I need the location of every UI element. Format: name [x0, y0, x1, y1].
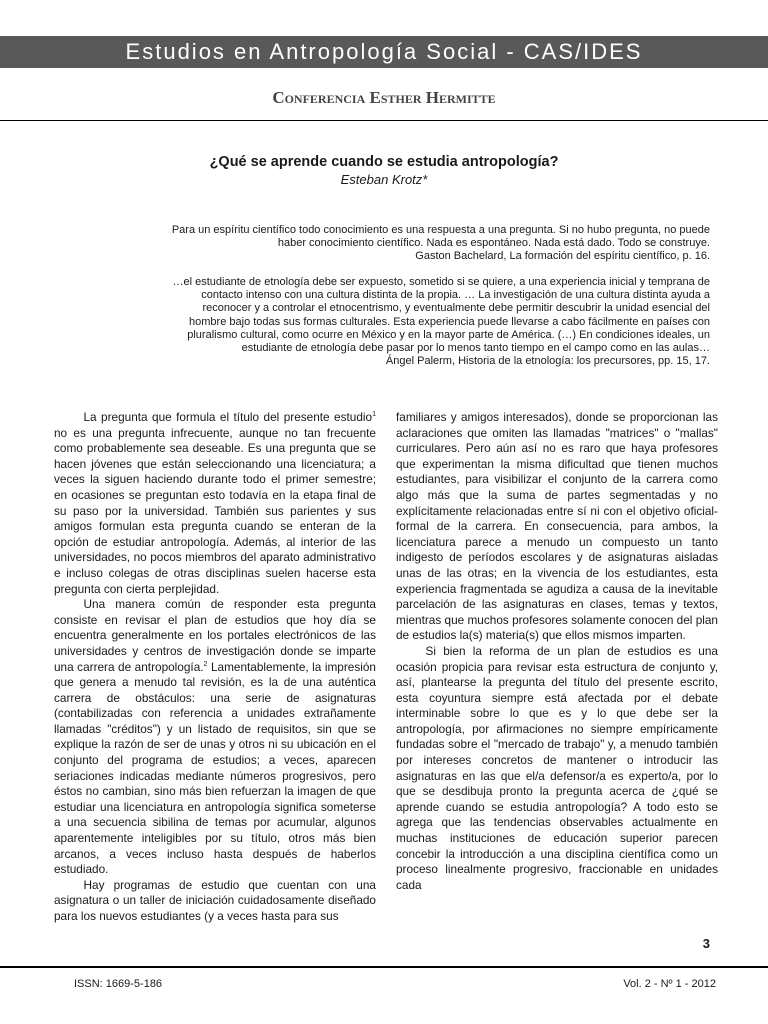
body-column-left: [54, 410, 376, 925]
epigraph-text: Para un espíritu científico todo conocimiento es una respuesta a una pregunta. Si no hubo pregunta, no puede haber conocimiento científico. Nada es espontáneo. Nada está dado. Todo se construye.: [171, 224, 710, 250]
article-author: Esteban Krotz*: [340, 172, 428, 187]
paragraph: Si bien la reforma de un plan de estudios es una ocasión propicia para revisar esta estructura de conjunto y, así, plantearse la pregunta del título del presente escrito, esta coyuntura siempre está afectada por el debate interminable sobre lo que es y lo que debe ser la antropología, por afirmaciones no siempre empíricamente fundadas sobre el "mercado de trabajo" y, a menudo también por intereses concretos de mantener o introducir las asignaturas en las que el/a defensor/a es experto/a, por lo que se desdibuja pronto la pregunta acerca de ¿qué se aprende cuando se estudia antropología? A todo esto se agrega que las tendencias observables actualmente en muchas instituciones de educación superior parecen concebir la introducción a una disciplina científica como un proceso linealmente progresivo, fraccionable en unidades cada: [396, 643, 718, 892]
article-title: ¿Qué se aprende cuando se estudia antropología?: [209, 154, 559, 170]
paragraph-part-left: Hay programas de estudio que cuentan con una asignatura o un taller de iniciación cuidadosamente diseñado para los nuevos estudiantes (y a veces hasta para sus: [54, 877, 376, 923]
paragraph-text: Lamentablemente, la impresión que genera a menudo tal revisión, es la de una auténtica carrera de obstáculos: una serie de asignaturas (contabilizadas con referencia a unidades extrañamente llamadas "créditos") y un listado de requisitos, sin que se explique la razón de ser de unas y otros ni su ubicación en el conjunto del programa de estudios; a veces, aparecen seriaciones indicadas mediante números progresivos, pero éstos no cambian, sino más bien refuerzan la imagen de que estudiar una licenciatura en antropología significa someterse a una secuencia sibilina de temas por acumular, algunos aparentemente inteligibles por su título, otros más bien arcanos, a veces incluso hasta después de haberlos estudiado.: [54, 659, 376, 877]
page-number: 3: [702, 936, 710, 951]
paragraph-part-right: familiares y amigos interesados), donde se proporcionan las aclaraciones que omiten las llamadas "matrices" o "mallas" curriculares. Pero aún así no es raro que haya profesores que experimentan la misma dificultad que tienen muchos estudiantes, para visibilizar el conjunto de la carrera como algo más que la suma de partes segmentadas y no explícitamente relacionadas entre sí ni con el objetivo oficial-formal de la carrera. En consecuencia, para ambos, la licenciatura parece a menudo un compuesto un tanto indigesto de períodos escolares y de asignaturas aisladas unas de las otras; en la vivencia de los estudiantes, esta experiencia fragmentada se agudiza a causa de la inevitable parcelación de las asignaturas en clases, temas y textos, mientras que muchos profesores solamente conocen del plan de estudios la(s) materia(s) que ellos mismos imparten.: [396, 410, 718, 643]
epigraph-palerm: [170, 276, 710, 368]
paragraph: [54, 410, 376, 597]
epigraph-source: Gaston Bachelard, La formación del espíritu científico, p. 16.: [415, 250, 710, 263]
paragraph-text: La pregunta que formula el título del presente estudio: [83, 410, 373, 424]
epigraph-bachelard: [170, 224, 710, 264]
header-divider: [0, 120, 768, 121]
footer-divider: [0, 966, 768, 968]
paragraph-text: Una manera común de responder esta pregunta consiste en revisar el plan de estudios que hoy día se encuentra generalmente en los portales electrónicos de las universidades y centros de investigación donde se imparte una carrera de antropología.: [54, 597, 376, 674]
footnote-ref[interactable]: 1: [372, 411, 376, 419]
paragraph: [54, 597, 376, 878]
conference-heading: Conferencia Esther Hermitte: [272, 88, 496, 107]
journal-banner: Estudios en Antropología Social - CAS/IDES: [0, 36, 768, 68]
body-column-right: [396, 410, 718, 893]
issn-label: ISSN: 1669-5-186: [74, 978, 163, 990]
volume-label: Vol. 2 - Nº 1 - 2012: [623, 978, 716, 990]
epigraph-source: Ángel Palerm, Historia de la etnología: los precursores, pp. 15, 17.: [385, 355, 710, 368]
epigraph-text: …el estudiante de etnología debe ser expuesto, sometido si se quiere, a una experiencia inicial y temprana de contacto intenso con una cultura distinta de la propia. … La investigación de una cultura distinta ayuda a reconocer y a controlar el etnocentrismo, y eventualmente debe permitir descubrir la unidad esencial del hombre bajo todas sus formas culturales. Esta experiencia puede llevarse a cabo fácilmente en países con pluralismo cultural, como ocurre en México y en la mayor parte de América. (…) En condiciones ideales, un estudiante de etnología debe pasar por lo menos tanto tiempo en el campo como en las aulas…: [172, 276, 710, 355]
footnote-ref[interactable]: 2: [203, 660, 208, 668]
paragraph-text: no es una pregunta infrecuente, aunque no tan frecuente como probablemente sea deseable. Es una pregunta que se hacen jóvenes que están seleccionando una licenciatura; a veces la siguen haciendo durante todo el primer semestre; en ocasiones se preguntan esto todavía en la etapa final de su paso por la universidad. También sus parientes y sus amigos formulan esta pregunta cuando se enteran de la opción de estudiar antropología. Además, al interior de las universidades, no pocos miembros del aparato administrativo e incluso colegas de otras disciplinas suelen hacerse esta pregunta con cierta perplejidad.: [54, 425, 376, 596]
